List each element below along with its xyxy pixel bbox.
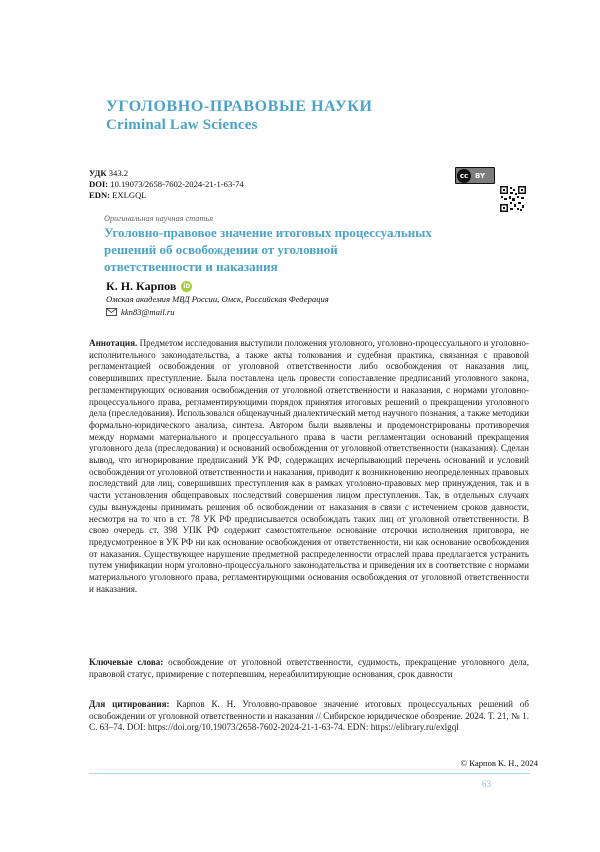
citation-label: Для цитирования: <box>89 699 170 709</box>
cc-by-license-badge[interactable] <box>455 167 495 184</box>
keywords-text: освобождение от уголовной ответственности, судимость, прекращение уголовного дела, правовой статус, примирение с потерпевшим, нереабилитирующие основания, срок давности <box>89 657 529 679</box>
doi-label: DOI: <box>89 179 109 189</box>
footer-divider <box>89 773 530 774</box>
edn-value: EXLGQL <box>112 190 147 200</box>
citation <box>89 699 529 734</box>
cc-icon: cc <box>457 169 471 183</box>
abstract-text: Предметом исследования выступили положения уголовного, уголовно-процессуального и уголовно-исполнительного законодательства, а также акты толкования и судебная практика, связанная с правовой регламентацией освобождения от уголовной ответственности либо освобождения от наказания лиц, совершивших преступление. Была поставлена цель провести сопоставление предписаний уголовного закона, регламентирующих основания освобождения от уголовной ответственности и наказания, с нормами уголовно-процессуального права, регламентирующими порядок принятия итоговых решений о прекращении уголовного дела (преследования). Использовался общенаучный диалектический метод научного познания, а также методики формально-юридического анализа, синтеза. Автором были выявлены и продемонстрированы противоречия между нормами материального и процессуального права в части регламентации оснований прекращения уголовного дела (преследования) и оснований освобождения от уголовной ответственности (наказания). Сделан вывод, что игнорирование предписаний УК РФ, содержащих исчерпывающий перечень оснований и условий освобождения от уголовной ответственности и наказания, приводит к возникновению неопределенных правовых последствий для лиц, совершивших преступления как в рамках уголовно-правовых мер принуждения, так и в части установления общеправовых последствий совершения лицом преступления. Так, в отдельных случаях суды вынуждены принимать решения об освобождении от наказания в связи с истечением сроков давности, несмотря на то что в ст. 78 УК РФ предписывается освобождать таких лиц от уголовной ответственности. В свою очередь ст. 398 УПК РФ содержит самостоятельное основание отсрочки исполнения приговора, не предусмотренное в УК РФ ни как основание освобождения от ответственности, ни как основание освобождения от наказания. Существующее нарушение предметной распределенности отраслей права предлагается устранить путем унификации норм уголовно-процессуального законодательства и приведения их в соответствие с нормами материального уголовного права, регламентирующими основания освобождения от уголовной ответственности и наказания. <box>89 338 530 594</box>
abstract <box>89 338 529 595</box>
journal-section-en: Criminal Law Sciences <box>106 117 258 133</box>
udk-label: УДК <box>89 168 107 178</box>
by-label: BY <box>475 171 486 180</box>
author-affiliation: Омская академия МВД России, Омск, Российская Федерация <box>106 294 329 304</box>
copyright: © Карпов К. Н., 2024 <box>460 758 538 768</box>
citation-text: Карпов К. Н. Уголовно-правовое значение итоговых процессуальных решений об освобождении от уголовной ответственности и наказания // Сибирское юридическое обозрение. 2024. Т. 21, № 1. С. 63–74. DOI: https://doi.org/10.19073/2658-7602-2024-21-1-63-74. EDN: https://elibrary.ru/exlgql <box>89 699 529 733</box>
udk-value: 343.2 <box>108 168 129 178</box>
keywords-label: Ключевые слова: <box>89 657 164 667</box>
journal-section-ru: УГОЛОВНО-ПРАВОВЫЕ НАУКИ <box>106 98 373 115</box>
doi-line <box>89 179 244 190</box>
article-type: Оригинальная научная статья <box>104 214 214 223</box>
author-email[interactable]: kkn83@mail.ru <box>121 307 175 317</box>
author-line <box>106 279 192 294</box>
udk-line <box>89 168 244 179</box>
orcid-icon[interactable]: iD <box>183 283 191 290</box>
abstract-label: Аннотация. <box>89 338 138 348</box>
keywords <box>89 657 529 680</box>
envelope-icon <box>106 308 117 316</box>
author-name: К. Н. Карпов <box>106 279 177 293</box>
author-email-line <box>106 307 175 317</box>
edn-line <box>89 190 244 201</box>
page-number: 63 <box>482 779 491 789</box>
qr-code-icon <box>500 186 526 212</box>
article-meta <box>89 168 244 201</box>
doi-value: 10.19073/2658-7602-2024-21-1-63-74 <box>110 179 244 189</box>
article-title: Уголовно-правовое значение итоговых процессуальных решений об освобождении от уголовной ответственности и наказания <box>104 225 432 274</box>
edn-label: EDN: <box>89 190 111 200</box>
